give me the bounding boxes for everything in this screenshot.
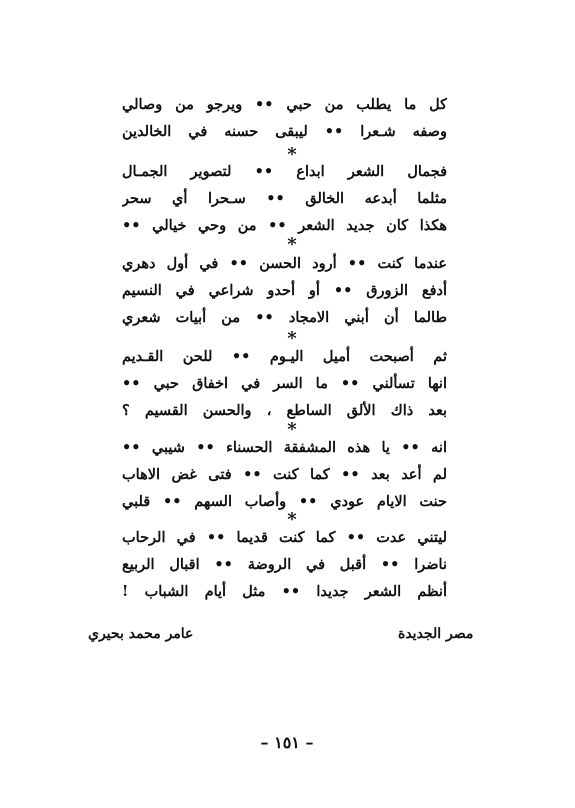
verse-line: عندما كنت •• أرود الحسن •• في أول دهري xyxy=(122,255,447,272)
stanza-1 xyxy=(122,91,447,145)
verse-line: ثم أصبحت أميل اليـوم •• للحن القـديم xyxy=(122,348,447,365)
page-number: – ١٥١ – xyxy=(260,733,314,752)
verse-line: انه •• يا هذه المشفقة الحسناء •• شيبي •• xyxy=(122,439,447,456)
stanza-separator: * xyxy=(287,144,297,165)
verse-line: مثلما أبدعه الخالق •• سـحرا أي سحر xyxy=(122,190,447,207)
verse-line: أنظم الشعر جديدا •• مثل أيام الشباب ! xyxy=(122,583,447,600)
verse-line: كل ما يطلب من حبي •• ويرجو من وصالي xyxy=(122,96,447,113)
stanza-3 xyxy=(122,250,447,331)
verse-line: بعد ذاك الألق الساطع ، والحسن القسيم ؟ xyxy=(122,402,447,419)
verse-line: أدفع الزورق •• أو أحدو شراعي في النسيم xyxy=(122,282,447,299)
stanza-separator: * xyxy=(287,509,297,530)
stanza-2 xyxy=(122,158,447,239)
stanza-4 xyxy=(122,343,447,424)
stanza-separator: * xyxy=(287,328,297,349)
verse-line: طالما أن أبني الامجاد •• من أبيات شعري xyxy=(122,309,447,326)
stanza-separator: * xyxy=(287,234,297,255)
verse-line: فجمال الشعر ابداع •• لتصوير الجمـال xyxy=(122,163,447,180)
verse-line: انها تسألني •• ما السر في اخفاق حبي •• xyxy=(122,375,447,392)
verse-line: ناضرا •• أقبل في الروضة •• اقبال الربيع xyxy=(122,556,447,573)
stanza-5 xyxy=(122,434,447,515)
verse-line: ليتني عدت •• كما كنت قديما •• في الرحاب xyxy=(122,529,447,546)
verse-line: هكذا كان جديد الشعر •• من وحي خيالي •• xyxy=(122,217,447,234)
verse-line: وصفه شـعرا •• ليبقى حسنه في الخالدين xyxy=(122,123,447,140)
place-signature: مصر الجديدة xyxy=(398,626,474,642)
stanza-6 xyxy=(122,524,447,605)
stanza-separator: * xyxy=(287,419,297,440)
author-signature: عامر محمد بحيري xyxy=(88,626,194,642)
verse-line: حنت الايام عودي •• وأصاب السهم •• قلبي xyxy=(122,493,447,510)
verse-line: لم أعد بعد •• كما كنت •• فتى غض الاهاب xyxy=(122,466,447,483)
